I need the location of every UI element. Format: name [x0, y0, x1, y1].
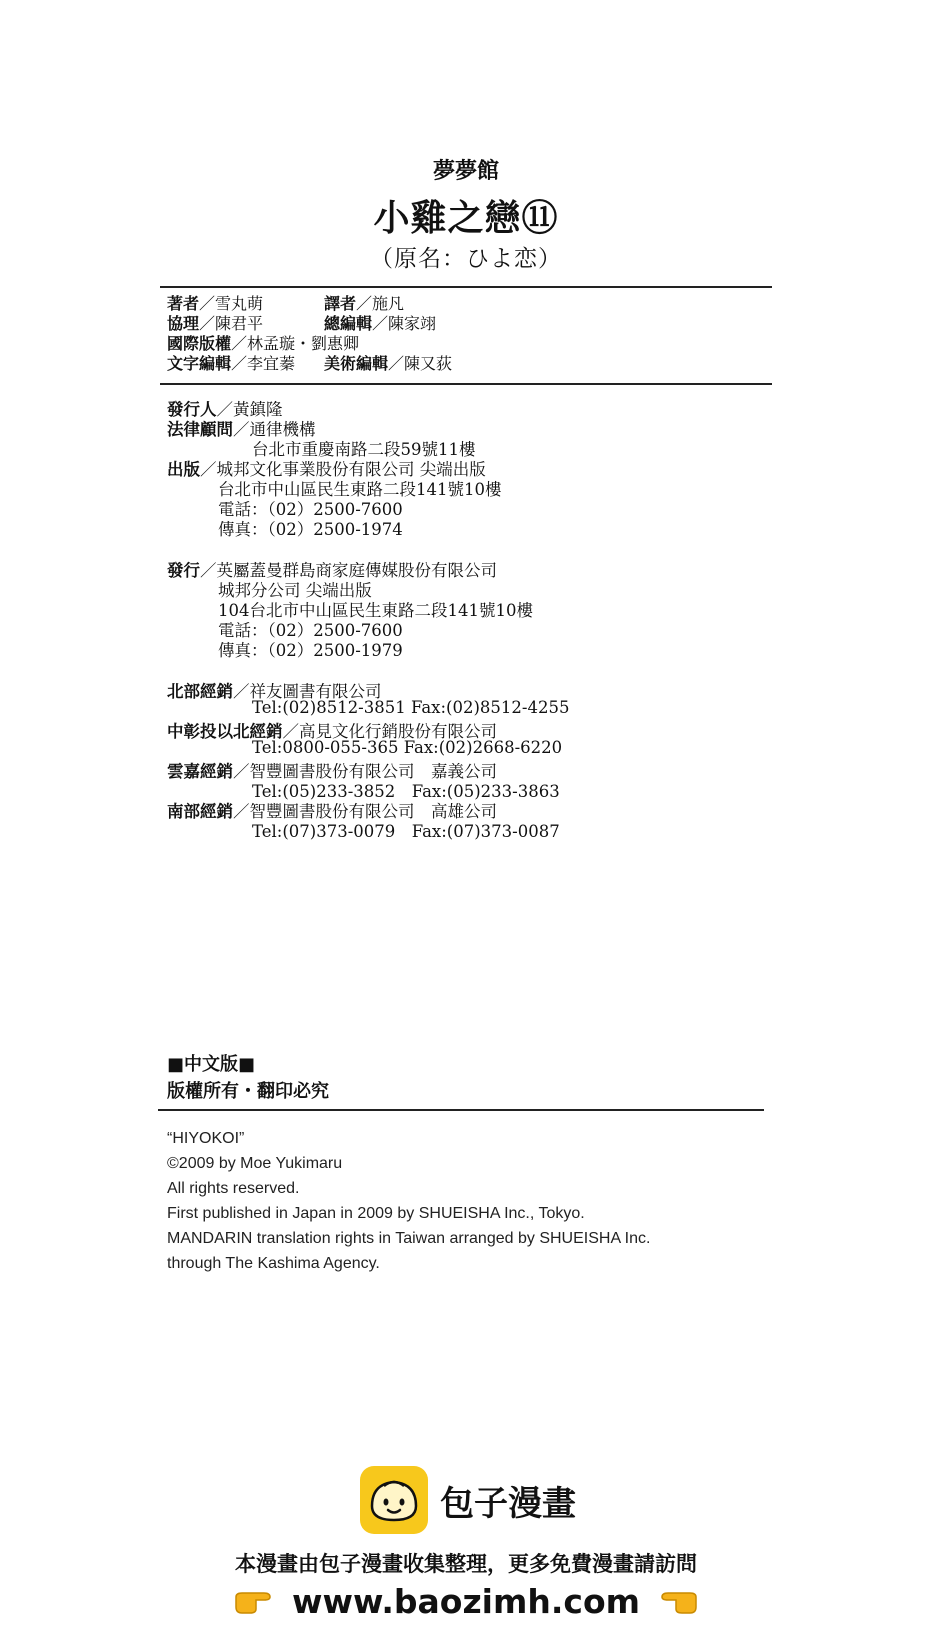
english-first-published: First published in Japan in 2009 by SHUEISHA Inc., Tokyo. — [167, 1205, 585, 1222]
edition-label: ■中文版■ — [167, 1054, 256, 1075]
credit-value: ／陳又荻 — [388, 354, 453, 373]
distribution-fax: 傳真：（02）2500-1979 — [218, 641, 403, 660]
credit-value: ／李宜蓁 — [231, 354, 296, 373]
credit-value: ／雪丸萌 — [199, 294, 264, 313]
dealer-label: 中彰投以北經銷 — [167, 722, 283, 741]
dealer-value: ／高見文化行銷股份有限公司 — [282, 722, 497, 741]
credit-label: 國際版權 — [167, 334, 232, 353]
site-url-row — [0, 1582, 932, 1623]
book-title: 小雞之戀⑪ — [373, 198, 559, 239]
credit-label: 著者 — [167, 294, 200, 313]
credit-label: 總編輯 — [324, 314, 373, 333]
site-url[interactable]: www.baozimh.com — [292, 1582, 640, 1621]
logo-text: 包子漫畫 — [440, 1484, 576, 1524]
dealer-value: ／智豐圖書股份有限公司 嘉義公司 — [233, 762, 497, 781]
credit-value: ／陳君平 — [199, 314, 264, 333]
dealer-contact: Tel:(02)8512-3851 Fax:(02)8512-4255 — [252, 698, 570, 717]
distribution-value: ／英屬蓋曼群島商家庭傳媒股份有限公司 — [200, 561, 497, 580]
distribution-address: 104台北市中山區民生東路二段141號10樓 — [218, 601, 533, 620]
credit-label: 協理 — [167, 314, 200, 333]
bun-face-icon — [368, 1476, 420, 1524]
credit-row — [167, 354, 295, 374]
distribution-label: 發行 — [167, 561, 200, 580]
english-rights: All rights reserved. — [167, 1180, 300, 1197]
divider-top — [160, 286, 772, 288]
dealer-contact: Tel:(05)233-3852 Fax:(05)233-3863 — [252, 782, 560, 801]
english-title: “HIYOKOI” — [167, 1130, 245, 1147]
credit-row — [324, 354, 452, 374]
credit-value: ／施凡 — [356, 294, 405, 313]
credit-label: 譯者 — [324, 294, 357, 313]
publish-address: 台北市中山區民生東路二段141號10樓 — [218, 480, 502, 499]
credit-label: 文字編輯 — [167, 354, 232, 373]
publish-value: ／城邦文化事業股份有限公司 尖端出版 — [200, 460, 486, 479]
publish-label: 出版 — [167, 460, 200, 479]
legal-value: ／通律機構 — [233, 420, 316, 439]
publish-fax: 傳真：（02）2500-1974 — [218, 520, 403, 539]
dealer-value: ／智豐圖書股份有限公司 高雄公司 — [233, 802, 497, 821]
distribution-tel: 電話：（02）2500-7600 — [218, 621, 403, 640]
publish-tel: 電話：（02）2500-7600 — [218, 500, 403, 519]
credit-row — [324, 294, 404, 314]
issuer-value: ／黃鎮隆 — [216, 400, 283, 419]
divider-mid — [160, 383, 772, 385]
pointing-hand-icon — [658, 1584, 698, 1623]
legal-label: 法律顧問 — [167, 420, 233, 439]
legal-address: 台北市重慶南路二段59號11樓 — [252, 440, 476, 459]
divider-bottom — [158, 1109, 764, 1111]
credit-label: 美術編輯 — [324, 354, 389, 373]
credit-value: ／陳家翊 — [372, 314, 437, 333]
credit-row — [167, 294, 263, 314]
original-title: （原名：ひよ恋） — [370, 246, 562, 272]
dealer-contact: Tel:(07)373-0079 Fax:(07)373-0087 — [252, 822, 560, 841]
credit-row — [324, 314, 436, 334]
credit-row — [167, 334, 359, 354]
distribution-branch: 城邦分公司 尖端出版 — [218, 581, 372, 600]
site-notice: 本漫畫由包子漫畫收集整理，更多免費漫畫請訪問 — [235, 1552, 697, 1576]
dealer-label: 雲嘉經銷 — [167, 762, 233, 781]
pointing-hand-icon — [234, 1584, 274, 1623]
credit-row — [167, 314, 263, 334]
dealer-label: 南部經銷 — [167, 802, 233, 821]
dealer-value: ／祥友圖書有限公司 — [233, 682, 382, 701]
dealer-label: 北部經銷 — [167, 682, 233, 701]
english-copyright: ©2009 by Moe Yukimaru — [167, 1155, 343, 1172]
english-translation-rights: MANDARIN translation rights in Taiwan arranged by SHUEISHA Inc. — [167, 1230, 651, 1247]
baozi-logo-icon — [360, 1466, 428, 1534]
english-agency: through The Kashima Agency. — [167, 1255, 380, 1272]
credit-value: ／林孟璇・劉惠卿 — [231, 334, 360, 353]
rights-notice: 版權所有・翻印必究 — [167, 1081, 329, 1102]
publisher-imprint: 夢夢館 — [432, 159, 499, 184]
dealer-contact: Tel:0800-055-365 Fax:(02)2668-6220 — [252, 738, 563, 757]
issuer-label: 發行人 — [167, 400, 217, 419]
